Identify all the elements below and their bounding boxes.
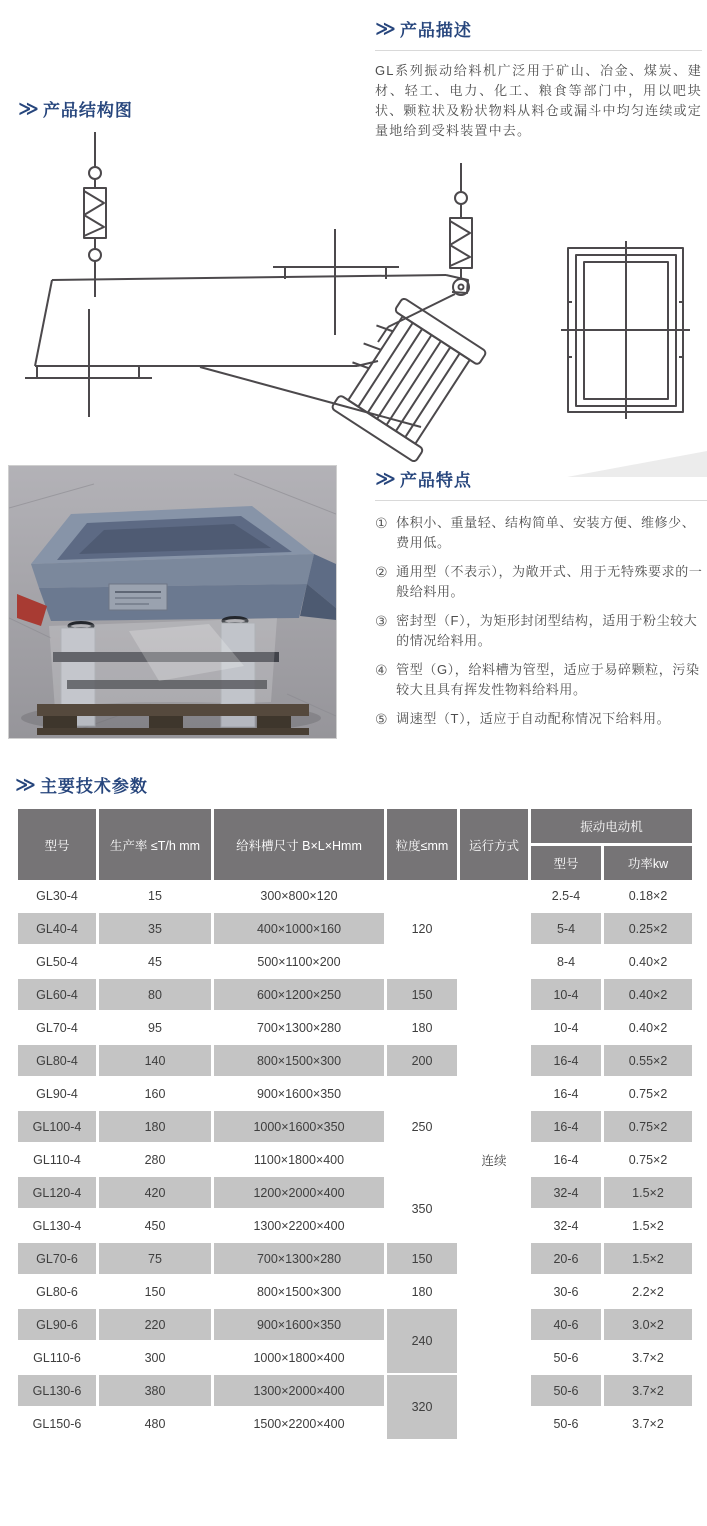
divider — [375, 500, 707, 501]
cell-motor-model: 16-4 — [531, 1144, 601, 1177]
cell-model: GL150-6 — [18, 1408, 96, 1441]
cell-granularity: 200 — [387, 1045, 457, 1078]
cell-trough: 600×1200×250 — [214, 979, 384, 1012]
feature-text: 管型（G），给料槽为管型，适应于易碎颗粒，污染较大且具有挥发性物料给料用。 — [396, 662, 700, 697]
spec-row — [18, 979, 692, 1012]
spec-row — [18, 1045, 692, 1078]
cell-motor-power: 1.5×2 — [604, 1243, 692, 1276]
cell-motor-model: 10-4 — [531, 1012, 601, 1045]
specs-table-head — [18, 809, 692, 880]
cell-capacity: 35 — [99, 913, 211, 946]
cell-motor-model: 5-4 — [531, 913, 601, 946]
cell-capacity: 45 — [99, 946, 211, 979]
cell-motor-model: 50-6 — [531, 1408, 601, 1441]
spec-row — [18, 1375, 692, 1408]
double-chevron-icon: ≫ — [375, 18, 394, 39]
cell-capacity: 95 — [99, 1012, 211, 1045]
cell-granularity: 180 — [387, 1276, 457, 1309]
cell-trough: 400×1000×160 — [214, 913, 384, 946]
cell-motor-power: 0.18×2 — [604, 880, 692, 913]
feature-item — [375, 562, 707, 602]
cell-trough: 800×1500×300 — [214, 1276, 384, 1309]
cell-capacity: 75 — [99, 1243, 211, 1276]
spec-row — [18, 1342, 692, 1375]
cell-operation: 连续 — [460, 880, 528, 1441]
right-hanger-spring — [450, 163, 472, 295]
cell-motor-model: 2.5-4 — [531, 880, 601, 913]
cell-granularity: 150 — [387, 979, 457, 1012]
specs-section — [15, 772, 705, 1441]
cell-capacity: 380 — [99, 1375, 211, 1408]
description-section — [375, 16, 702, 141]
cell-motor-power: 0.40×2 — [604, 1012, 692, 1045]
cell-trough: 1100×1800×400 — [214, 1144, 384, 1177]
cell-granularity: 250 — [387, 1078, 457, 1177]
cell-capacity: 220 — [99, 1309, 211, 1342]
cell-motor-model: 32-4 — [531, 1210, 601, 1243]
col-header-operation: 运行方式 — [460, 809, 528, 880]
feature-item — [375, 709, 707, 729]
cell-capacity: 140 — [99, 1045, 211, 1078]
features-section — [375, 466, 707, 738]
cell-motor-model: 50-6 — [531, 1342, 601, 1375]
cell-trough: 1300×2200×400 — [214, 1210, 384, 1243]
spec-row — [18, 1243, 692, 1276]
cell-motor-model: 16-4 — [531, 1078, 601, 1111]
divider — [375, 50, 702, 51]
description-body: GL系列振动给料机广泛用于矿山、冶金、煤炭、建材、轻工、电力、化工、粮食等部门中，用以吧块状、颗粒状及粉状物料从料仓或漏斗中均匀连续或定量地给到受料装置中去。 — [375, 63, 702, 138]
feature-number: ③ — [375, 613, 389, 629]
cell-trough: 800×1500×300 — [214, 1045, 384, 1078]
cell-trough: 900×1600×350 — [214, 1078, 384, 1111]
cell-model: GL90-4 — [18, 1078, 96, 1111]
double-chevron-icon: ≫ — [15, 774, 34, 795]
feature-text: 密封型（F），为矩形封闭型结构，适用于粉尘较大的情况给料用。 — [396, 613, 698, 648]
col-header-model: 型号 — [18, 809, 96, 880]
spec-row — [18, 1276, 692, 1309]
cell-model: GL110-4 — [18, 1144, 96, 1177]
cell-motor-power: 3.7×2 — [604, 1408, 692, 1441]
spec-row — [18, 1210, 692, 1243]
description-header — [375, 16, 702, 41]
cell-model: GL50-4 — [18, 946, 96, 979]
cell-granularity: 240 — [387, 1309, 457, 1375]
feature-text: 通用型（不表示），为敞开式、用于无特殊要求的一般给料用。 — [396, 564, 703, 599]
specs-table — [15, 809, 695, 1441]
description-title: 产品描述 — [399, 21, 472, 40]
cell-trough: 300×800×120 — [214, 880, 384, 913]
feature-item — [375, 660, 707, 700]
cell-trough: 1000×1800×400 — [214, 1342, 384, 1375]
cell-model: GL120-4 — [18, 1177, 96, 1210]
cell-motor-power: 3.7×2 — [604, 1375, 692, 1408]
col-header-granularity: 粒度≤mm — [387, 809, 457, 880]
spec-row — [18, 913, 692, 946]
feature-item — [375, 611, 707, 651]
feature-number: ② — [375, 564, 389, 580]
spec-row — [18, 1012, 692, 1045]
cell-granularity: 350 — [387, 1177, 457, 1243]
cell-motor-power: 0.75×2 — [604, 1144, 692, 1177]
cell-trough: 700×1300×280 — [214, 1243, 384, 1276]
spec-row — [18, 946, 692, 979]
cell-motor-power: 3.7×2 — [604, 1342, 692, 1375]
cell-trough: 500×1100×200 — [214, 946, 384, 979]
spec-row — [18, 1309, 692, 1342]
feature-number: ④ — [375, 662, 389, 678]
cell-motor-model: 50-6 — [531, 1375, 601, 1408]
cell-granularity: 180 — [387, 1012, 457, 1045]
specs-table-body — [18, 880, 692, 1441]
cell-capacity: 150 — [99, 1276, 211, 1309]
cell-capacity: 160 — [99, 1078, 211, 1111]
header-row — [18, 809, 692, 846]
cell-motor-model: 10-4 — [531, 979, 601, 1012]
cell-motor-model: 8-4 — [531, 946, 601, 979]
cell-model: GL70-6 — [18, 1243, 96, 1276]
cell-motor-power: 1.5×2 — [604, 1177, 692, 1210]
cell-model: GL80-6 — [18, 1276, 96, 1309]
features-header — [375, 466, 707, 491]
product-photo — [8, 465, 337, 739]
cell-motor-model: 40-6 — [531, 1309, 601, 1342]
cell-model: GL40-4 — [18, 913, 96, 946]
spec-row — [18, 1078, 692, 1111]
spec-row — [18, 1144, 692, 1177]
trough-outline — [35, 275, 468, 427]
cell-motor-power: 0.40×2 — [604, 979, 692, 1012]
cell-motor-model: 16-4 — [531, 1045, 601, 1078]
cell-model: GL90-6 — [18, 1309, 96, 1342]
specs-header — [15, 772, 705, 797]
spec-row — [18, 1408, 692, 1441]
col-header-motor-model: 型号 — [531, 846, 601, 880]
cell-motor-model: 16-4 — [531, 1111, 601, 1144]
cell-model: GL130-6 — [18, 1375, 96, 1408]
cell-capacity: 420 — [99, 1177, 211, 1210]
cell-model: GL70-4 — [18, 1012, 96, 1045]
structure-diagram-svg — [0, 130, 707, 465]
cell-trough: 1500×2200×400 — [214, 1408, 384, 1441]
cell-motor-power: 0.25×2 — [604, 913, 692, 946]
col-header-motor-group: 振动电动机 — [531, 809, 692, 846]
cell-motor-power: 0.55×2 — [604, 1045, 692, 1078]
cell-motor-power: 1.5×2 — [604, 1210, 692, 1243]
specs-title: 主要技术参数 — [39, 777, 148, 796]
cell-trough: 1200×2000×400 — [214, 1177, 384, 1210]
feature-text: 体积小、重量轻、结构简单、安装方便、维修少、费用低。 — [396, 515, 696, 550]
col-header-trough: 给料槽尺寸 B×L×Hmm — [214, 809, 384, 880]
feature-number: ① — [375, 515, 389, 531]
cell-trough: 1300×2000×400 — [214, 1375, 384, 1408]
cell-motor-model: 20-6 — [531, 1243, 601, 1276]
structure-title: 产品结构图 — [42, 101, 133, 120]
left-hanger-spring — [84, 132, 106, 297]
cell-capacity: 80 — [99, 979, 211, 1012]
cell-motor-power: 0.40×2 — [604, 946, 692, 979]
col-header-capacity: 生产率 ≤T/h mm — [99, 809, 211, 880]
cell-trough: 1000×1600×350 — [214, 1111, 384, 1144]
cell-motor-model: 32-4 — [531, 1177, 601, 1210]
cell-trough: 900×1600×350 — [214, 1309, 384, 1342]
cell-trough: 700×1300×280 — [214, 1012, 384, 1045]
cell-capacity: 480 — [99, 1408, 211, 1441]
double-chevron-icon: ≫ — [375, 468, 394, 489]
cell-capacity: 450 — [99, 1210, 211, 1243]
spec-row — [18, 1111, 692, 1144]
cell-capacity: 280 — [99, 1144, 211, 1177]
cell-motor-power: 3.0×2 — [604, 1309, 692, 1342]
features-title: 产品特点 — [399, 471, 472, 490]
cell-model: GL60-4 — [18, 979, 96, 1012]
feature-text: 调速型（T），适应于自动配称情况下给料用。 — [396, 711, 671, 726]
cell-model: GL110-6 — [18, 1342, 96, 1375]
col-header-motor-power: 功率kw — [604, 846, 692, 880]
cell-capacity: 180 — [99, 1111, 211, 1144]
cell-model: GL130-4 — [18, 1210, 96, 1243]
cell-granularity: 320 — [387, 1375, 457, 1441]
feature-number: ⑤ — [375, 711, 389, 727]
cell-capacity: 300 — [99, 1342, 211, 1375]
cell-model: GL30-4 — [18, 880, 96, 913]
cell-motor-model: 30-6 — [531, 1276, 601, 1309]
vibration-motor — [324, 293, 486, 463]
spec-row — [18, 880, 692, 913]
features-list — [375, 513, 707, 729]
side-view — [561, 241, 690, 419]
cell-model: GL80-4 — [18, 1045, 96, 1078]
cell-granularity: 150 — [387, 1243, 457, 1276]
structure-header — [18, 96, 133, 121]
spec-row — [18, 1177, 692, 1210]
inlet-flange-centerline — [273, 229, 399, 335]
cell-model: GL100-4 — [18, 1111, 96, 1144]
double-chevron-icon: ≫ — [18, 98, 37, 119]
cell-motor-power: 0.75×2 — [604, 1111, 692, 1144]
cell-granularity: 120 — [387, 880, 457, 979]
cell-motor-power: 0.75×2 — [604, 1078, 692, 1111]
cell-capacity: 15 — [99, 880, 211, 913]
cell-motor-power: 2.2×2 — [604, 1276, 692, 1309]
feature-item — [375, 513, 707, 553]
